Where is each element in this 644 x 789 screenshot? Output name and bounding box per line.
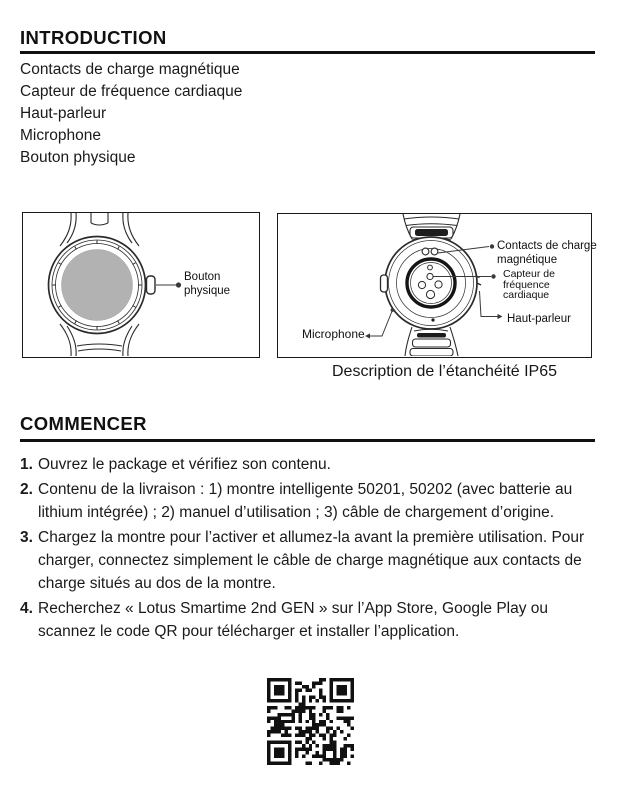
- leader-dot: [176, 282, 181, 287]
- leader-arrow: [498, 314, 503, 319]
- leader-dot: [391, 308, 395, 312]
- step-number: 4.: [20, 600, 33, 617]
- steps-list: [20, 453, 596, 645]
- feature-line: Microphone: [20, 127, 101, 144]
- strap-link-dark: [417, 333, 446, 338]
- qr-code: [267, 678, 354, 765]
- step-item: [20, 526, 596, 595]
- step-number: 3.: [20, 529, 33, 546]
- feature-list: [20, 59, 242, 169]
- step-text: Contenu de la livraison : 1) montre intelligente 50201, 50202 (avec batterie au lithium intégrée) ; 2) manuel d’utilisation ; 3) câble de chargement d’origine.: [38, 481, 573, 521]
- label-haut-parleur: Haut-parleur: [507, 313, 571, 325]
- charge-contact: [431, 248, 438, 255]
- feature-line: Capteur de fréquence cardiaque: [20, 83, 243, 100]
- feature-line: Contacts de charge magnétique: [20, 61, 240, 78]
- watch-face: [62, 250, 133, 321]
- intro-rule: [20, 51, 595, 54]
- step-item: [20, 453, 596, 476]
- feature-line: Haut-parleur: [20, 105, 107, 122]
- step-text: Recherchez « Lotus Smartime 2nd GEN » sur l’App Store, Google Play ou scannez le code QR pour télécharger et installer l’application.: [38, 600, 549, 640]
- strap-link-dark: [415, 229, 448, 236]
- label-bouton-physique: Bouton physique: [184, 271, 231, 297]
- label-microphone: Microphone: [302, 327, 365, 341]
- step-text: Chargez la montre pour l’activer et allumez-la avant la première utilisation. Pour charger, connectez simplement le câble de charge magnétique aux contacts de charge situés au dos de la montre.: [38, 529, 585, 592]
- leader-dot: [490, 244, 494, 248]
- charge-contact: [422, 248, 429, 255]
- leader-dot: [491, 274, 495, 278]
- mic-hole: [431, 318, 434, 321]
- step-number: 1.: [20, 456, 33, 473]
- side-button: [381, 275, 388, 292]
- step-item: [20, 478, 596, 524]
- step-item: [20, 597, 596, 643]
- feature-line: Bouton physique: [20, 149, 136, 166]
- label-capteur-frequence: Capteur de fréquence cardiaque: [503, 268, 555, 301]
- step-text: Ouvrez le package et vérifiez son contenu.: [38, 456, 331, 473]
- label-contacts-charge: Contacts de charge magnétique: [497, 240, 597, 266]
- intro-title: INTRODUCTION: [20, 27, 167, 48]
- commencer-rule: [20, 439, 595, 442]
- figure-caption: Description de l’étanchéité IP65: [332, 363, 558, 380]
- commencer-title: COMMENCER: [20, 413, 147, 434]
- physical-button: [147, 276, 156, 294]
- step-number: 2.: [20, 481, 33, 498]
